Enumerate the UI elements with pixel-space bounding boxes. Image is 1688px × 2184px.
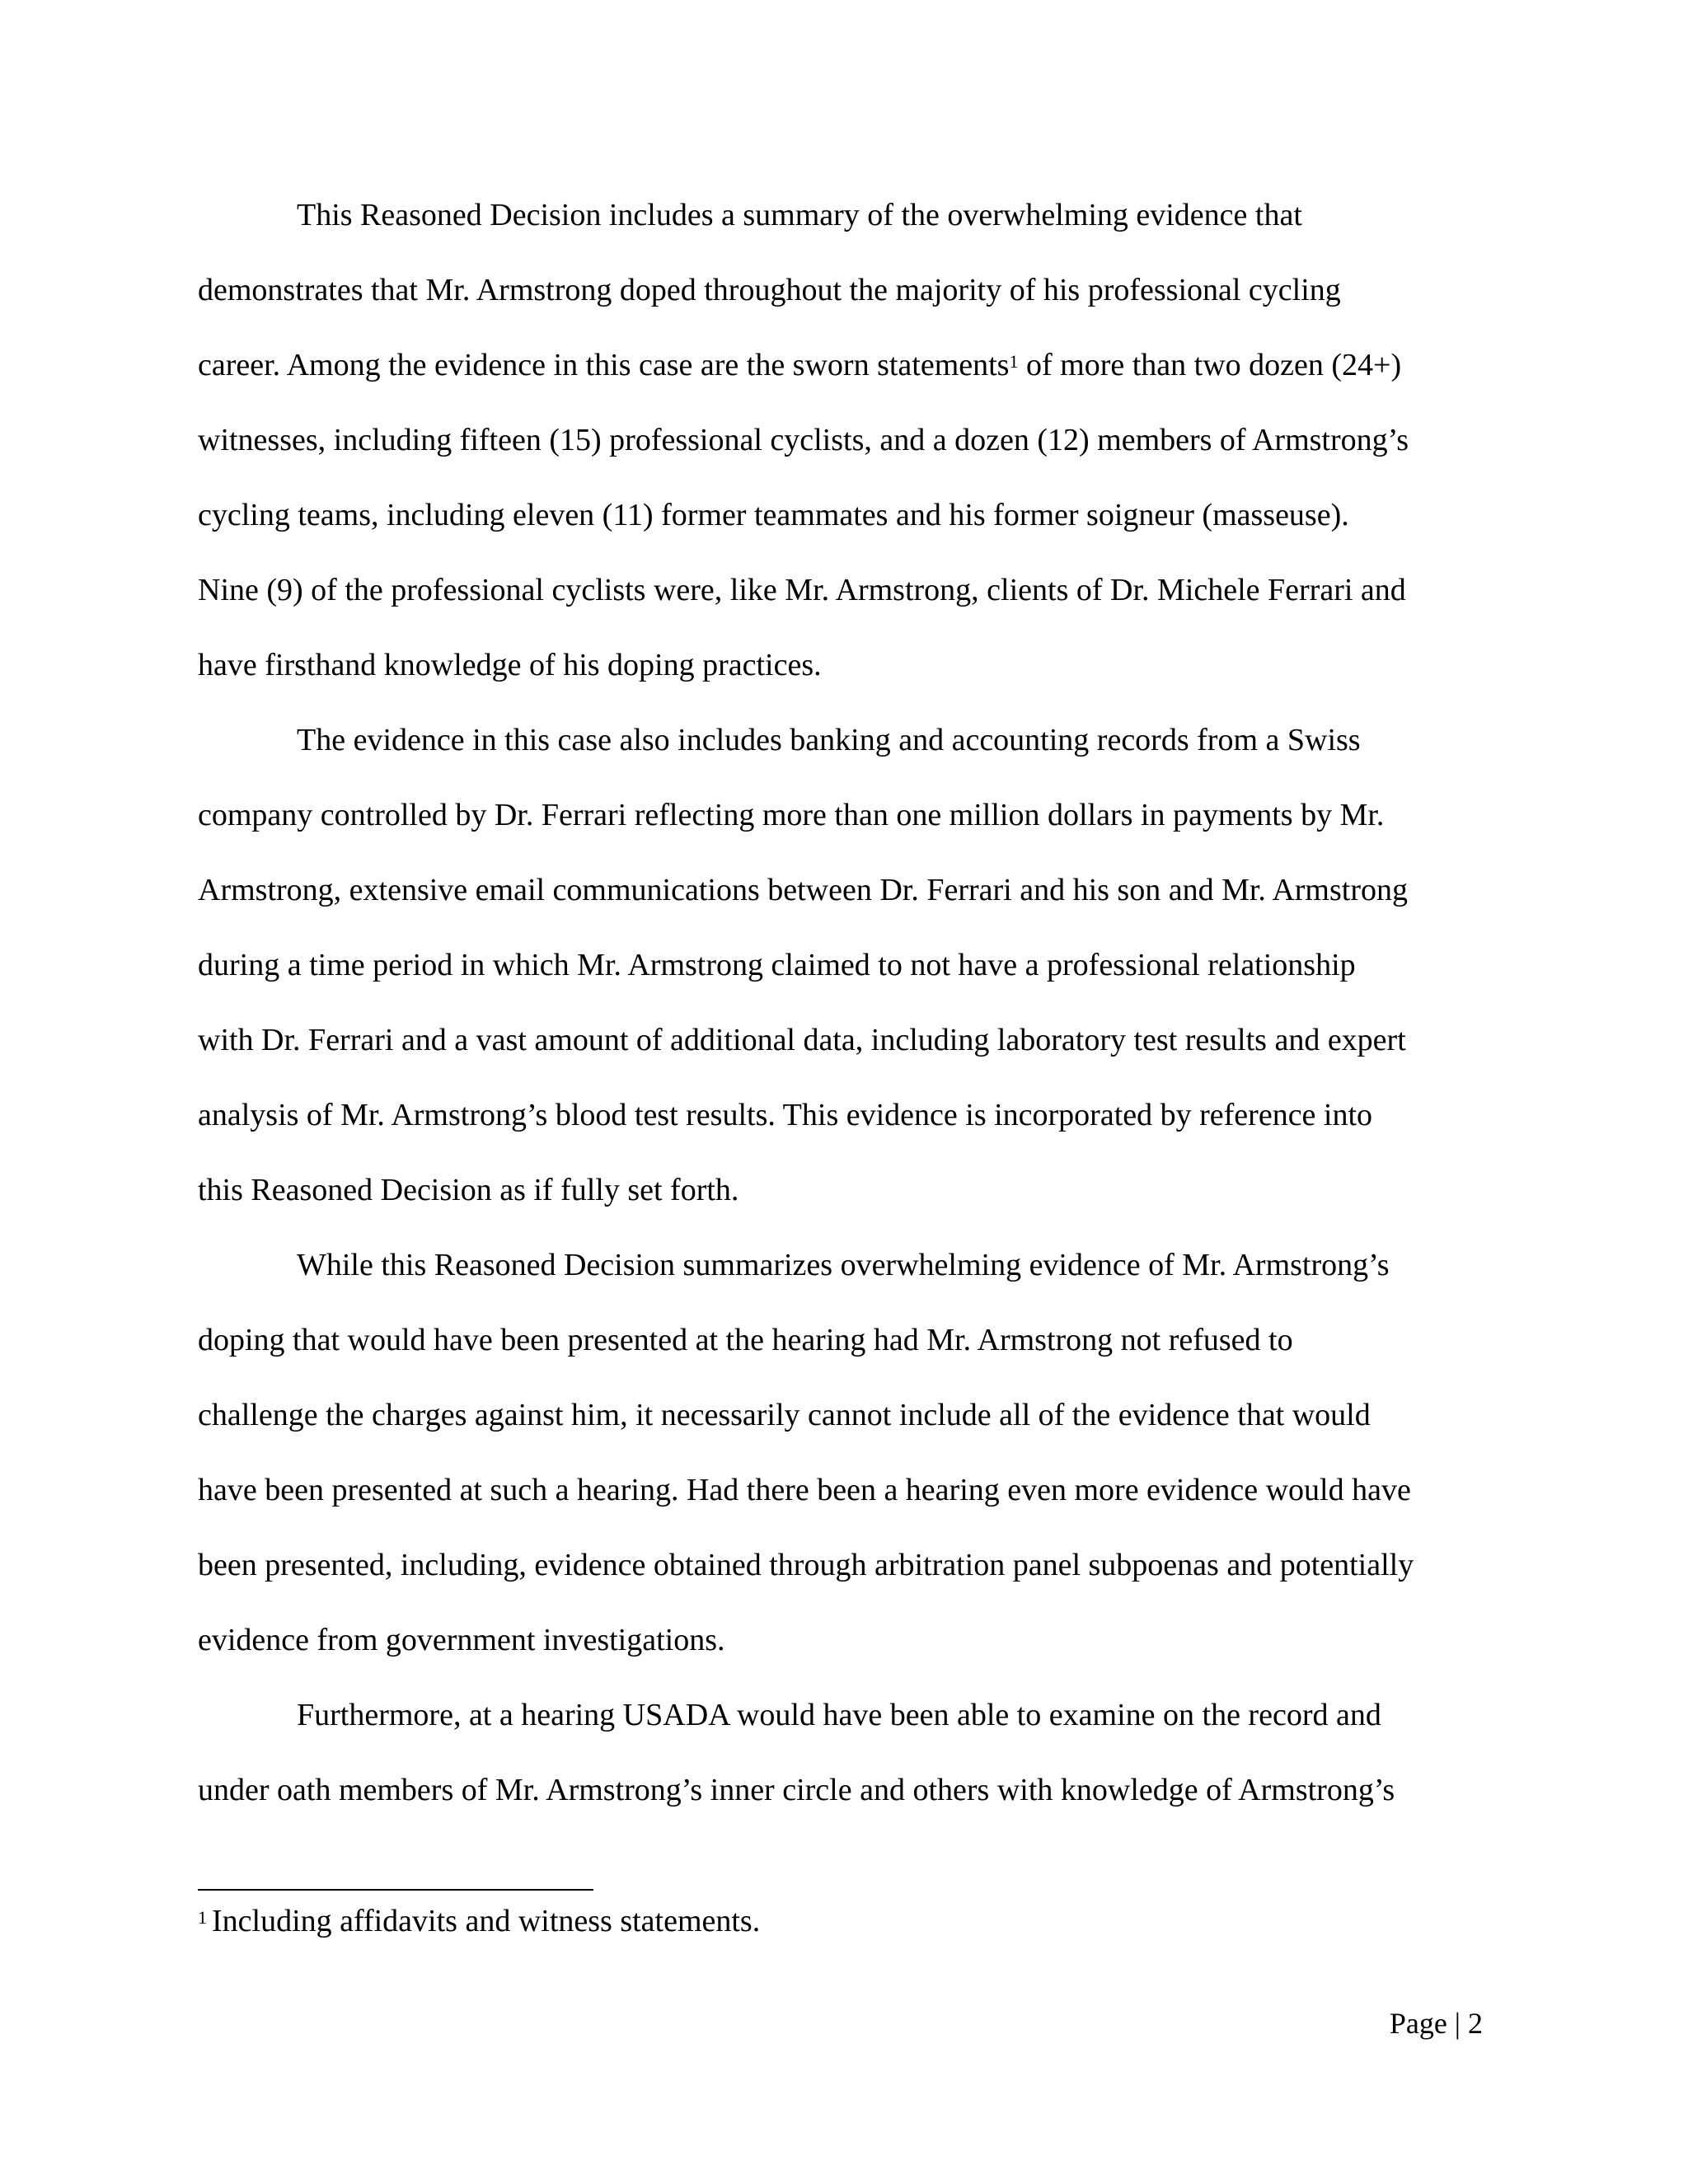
paragraph-3-line-6: evidence from government investigations. <box>198 1623 725 1657</box>
footnote <box>198 1900 760 1942</box>
footnote-reference: 1 <box>1009 351 1019 372</box>
footnote-separator <box>198 1889 593 1891</box>
paragraph-1-line-5: cycling teams, including eleven (11) former teammates and his former soigneur (masseuse). <box>198 498 1349 532</box>
paragraph-2-line-3: Armstrong, extensive email communications between Dr. Ferrari and his son and Mr. Armstrong <box>198 873 1408 907</box>
paragraph-1-line-3-continued: of more than two dozen (24+) <box>1018 348 1402 382</box>
paragraph-2-line-1: The evidence in this case also includes banking and accounting records from a Swiss <box>297 723 1361 757</box>
paragraph-4-line-1: Furthermore, at a hearing USADA would have been able to examine on the record and <box>297 1698 1381 1732</box>
footnote-text: Including affidavits and witness statements. <box>212 1904 761 1938</box>
paragraph-1-line-6: Nine (9) of the professional cyclists were, like Mr. Armstrong, clients of Dr. Michele Ferrari and <box>198 573 1406 607</box>
paragraph-4-line-2: under oath members of Mr. Armstrong’s inner circle and others with knowledge of Armstrong’s <box>198 1773 1395 1807</box>
paragraph-2-line-6: analysis of Mr. Armstrong’s blood test results. This evidence is incorporated by reference into <box>198 1098 1373 1132</box>
paragraph-2-line-7: this Reasoned Decision as if fully set forth. <box>198 1173 739 1207</box>
paragraph-3-line-3: challenge the charges against him, it necessarily cannot include all of the evidence that would <box>198 1398 1371 1432</box>
paragraph-1-line-4: witnesses, including fifteen (15) professional cyclists, and a dozen (12) members of Armstrong’s <box>198 423 1409 457</box>
paragraph-1-line-7: have firsthand knowledge of his doping practices. <box>198 648 822 682</box>
paragraph-1-line-2: demonstrates that Mr. Armstrong doped throughout the majority of his professional cycling <box>198 273 1341 307</box>
paragraph-2-line-2: company controlled by Dr. Ferrari reflecting more than one million dollars in payments by Mr. <box>198 798 1385 832</box>
page-number: Page | 2 <box>1389 2007 1483 2040</box>
paragraph-1-line-1: This Reasoned Decision includes a summary of the overwhelming evidence that <box>297 198 1302 232</box>
paragraph-3-line-4: have been presented at such a hearing. Had there been a hearing even more evidence would have <box>198 1473 1411 1507</box>
paragraph-3-line-1: While this Reasoned Decision summarizes overwhelming evidence of Mr. Armstrong’s <box>297 1248 1390 1282</box>
paragraph-1-line-3 <box>198 344 1401 386</box>
paragraph-1-line-3-text: career. Among the evidence in this case are the sworn statements <box>198 348 1010 382</box>
footnote-marker: 1 <box>198 1907 207 1928</box>
paragraph-2-line-4: during a time period in which Mr. Armstrong claimed to not have a professional relationship <box>198 948 1356 982</box>
paragraph-3-line-2: doping that would have been presented at the hearing had Mr. Armstrong not refused to <box>198 1323 1293 1357</box>
paragraph-3-line-5: been presented, including, evidence obtained through arbitration panel subpoenas and potentially <box>198 1548 1414 1582</box>
paragraph-2-line-5: with Dr. Ferrari and a vast amount of additional data, including laboratory test results and expert <box>198 1023 1406 1057</box>
